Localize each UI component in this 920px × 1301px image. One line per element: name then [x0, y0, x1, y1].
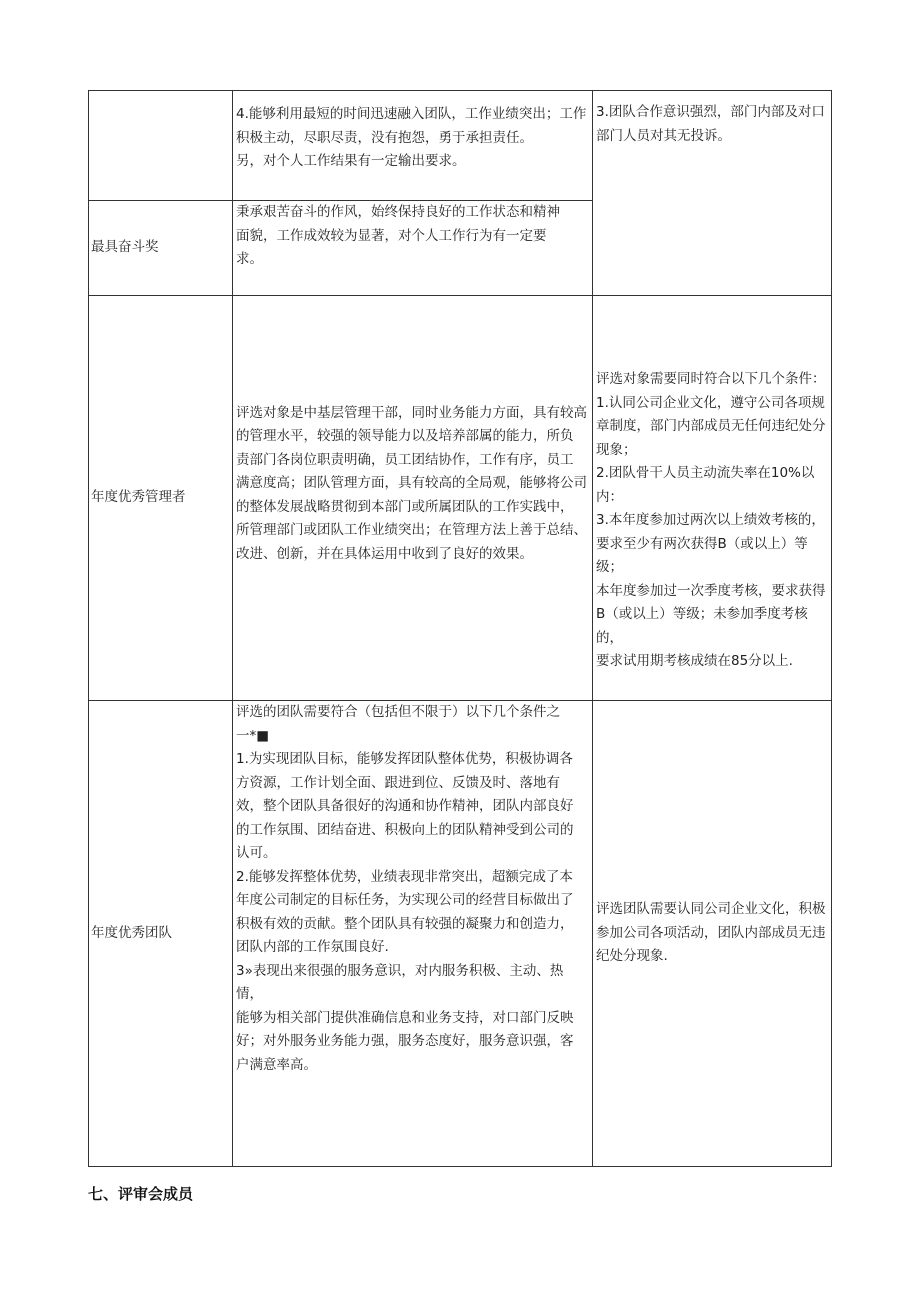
- condition-line: 本年度参加过一次季度考核，要求获得: [596, 582, 826, 599]
- award-name: 最具奋斗奖: [91, 239, 159, 256]
- requirement-line: 认可。: [236, 845, 277, 861]
- condition-line: 要求试用期考核成绩在85分以上.: [596, 653, 793, 669]
- requirement-line: 的整体发展战略贯彻到本部门或所属团队的工作实践中，: [236, 498, 574, 515]
- requirement-line: 所管理部门或团队工作业绩突出；在管理方法上善于总结、: [236, 522, 587, 539]
- condition-line: 评选对象需要同时符合以下几个条件：: [596, 371, 826, 387]
- condition-cell: [593, 296, 832, 701]
- award-name-cell: [89, 296, 233, 701]
- condition-cell: [593, 701, 832, 1167]
- condition-line: 现象；: [596, 441, 637, 458]
- requirement-line: 4.能够利用最短的时间迅速融入团队，工作业绩突出；工作: [236, 106, 587, 122]
- condition-line: 3.团队合作意识强烈，部门内部及对口: [596, 104, 825, 120]
- requirement-line: 面貌，工作成效较为显著，对个人工作行为有一定要: [236, 227, 547, 244]
- award-name: 年度优秀团队: [91, 924, 172, 941]
- requirement-line: 一*■: [236, 727, 270, 744]
- award-criteria-table: [88, 90, 832, 1167]
- condition-line: 3.本年度参加过两次以上绩效考核的，: [596, 512, 825, 528]
- requirement-cell: [233, 701, 593, 1167]
- condition-line: 要求至少有两次获得B（或以上）等级；: [596, 535, 808, 575]
- requirement-line: 满意度高；团队管理方面，具有较高的全局观，能够将公司: [236, 475, 587, 492]
- table-row: [89, 701, 832, 1167]
- requirement-cell: [233, 201, 593, 296]
- requirement-cell: [233, 296, 593, 701]
- requirement-line: 评选对象是中基层管理干部，同时业务能力方面，具有较高: [236, 404, 587, 421]
- condition-line: 2.团队骨干人员主动流失率在10%以: [596, 465, 815, 481]
- requirement-line: 评选的团队需要符合（包括但不限于）以下几个条件之: [236, 704, 560, 720]
- requirement-line: 年度公司制定的目标任务，为实现公司的经营目标做出了: [236, 892, 574, 908]
- award-name-cell: [89, 201, 233, 296]
- condition-line: 1.认同公司企业文化，遵守公司各项规: [596, 394, 825, 411]
- requirement-line: 能够为相关部门提供准确信息和业务支持，对口部门反映: [236, 1009, 574, 1026]
- requirement-line: 效，整个团队具备很好的沟通和协作精神，团队内部良好: [236, 798, 574, 814]
- table-row: [89, 296, 832, 701]
- condition-line: 评选团队需要认同公司企业文化，积极: [596, 901, 826, 918]
- condition-line: 参加公司各项活动，团队内部成员无违: [596, 924, 826, 941]
- requirement-cell: [233, 91, 593, 201]
- requirement-line: 户满意率高。: [236, 1056, 317, 1073]
- requirement-line: 团队内部的工作氛围良好.: [236, 939, 389, 955]
- section-heading: 七、评审会成员: [88, 1185, 194, 1203]
- requirement-line: 方资源，工作计划全面、跟进到位、反馈及时、落地有: [236, 774, 560, 791]
- requirement-line: 另，对个人工作结果有一定输出要求。: [236, 153, 466, 169]
- table-row: [89, 91, 832, 201]
- requirement-line: 积极有效的贡献。整个团队具有较强的凝聚力和创造力，: [236, 915, 574, 932]
- requirement-line: 2.能够发挥整体优势，业绩表现非常突出，超额完成了本: [236, 868, 573, 885]
- requirement-line: 求。: [236, 251, 263, 267]
- requirement-line: 的管理水平，较强的领导能力以及培养部属的能力，所负: [236, 428, 574, 445]
- requirement-line: 积极主动，尽职尽责，没有抱怨，勇于承担责任。: [236, 129, 533, 146]
- requirement-line: 责部门各岗位职责明确，员工团结协作，工作有序，员工: [236, 451, 574, 468]
- requirement-line: 的工作氛围、团结奋进、积极向上的团队精神受到公司的: [236, 821, 574, 838]
- award-name-cell: [89, 701, 233, 1167]
- requirement-line: 1.为实现团队目标，能够发挥团队整体优势，积极协调各: [236, 751, 573, 767]
- condition-line: 部门人员对其无投诉。: [596, 127, 731, 144]
- requirement-line: 秉承艰苦奋斗的作风，始终保持良好的工作状态和精神: [236, 204, 560, 220]
- award-name-cell: [89, 91, 233, 201]
- condition-line: B（或以上）等级；未参加季度考核的，: [596, 606, 808, 646]
- condition-line: 内：: [596, 488, 623, 505]
- requirement-line: 3»表现出来很强的服务意识，对内服务积极、主动、热情，: [236, 962, 564, 1002]
- award-name: 年度优秀管理者: [91, 489, 186, 506]
- requirement-line: 好；对外服务业务能力强，服务态度好，服务意识强，客: [236, 1033, 574, 1049]
- condition-cell: [593, 91, 832, 296]
- requirement-line: 改进、创新，并在具体运用中收到了良好的效果。: [236, 545, 533, 562]
- condition-line: 章制度，部门内部成员无任何违纪处分: [596, 418, 826, 434]
- condition-line: 纪处分现象.: [596, 948, 668, 965]
